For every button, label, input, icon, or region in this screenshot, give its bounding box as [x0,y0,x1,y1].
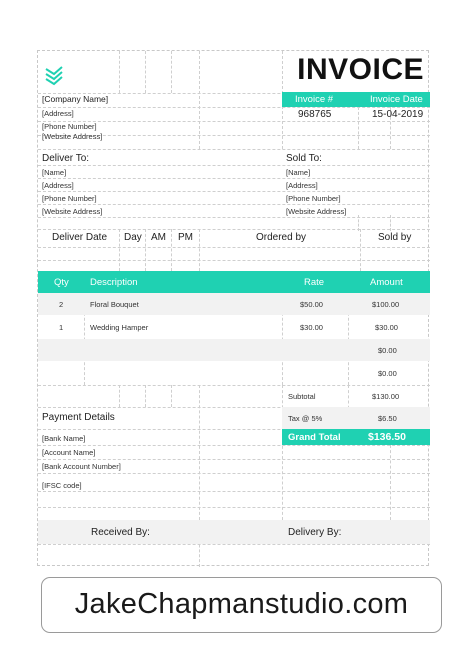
pm-label: PM [178,232,193,243]
grid-line [38,165,430,166]
grid-line [38,178,430,179]
invoice-date: 15-04-2019 [372,109,424,120]
row-amount: $30.00 [375,323,398,332]
grid-line [38,473,430,474]
grid-line [171,385,172,407]
watermark-banner [41,577,442,633]
company-phone: [Phone Number] [42,122,97,131]
grid-line [38,544,430,545]
sold-by-label: Sold by [378,232,412,243]
grid-line [38,149,430,150]
grand-total-value: $136.50 [368,431,406,443]
sold-to-name: [Name] [286,168,311,177]
invoice-sheet [37,50,429,566]
grid-line [119,229,120,271]
grid-line [38,507,430,508]
deliver-to-name: [Name] [42,168,67,177]
account-name: [Account Name] [42,448,96,457]
grid-line [38,229,430,230]
subtotal-value: $130.00 [372,392,400,401]
sold-to-heading: Sold To: [286,153,322,164]
sold-to-website: [Website Address] [286,207,347,216]
row-amount: $100.00 [372,300,400,309]
grid-line [358,107,359,149]
tax-value: $6.50 [378,414,397,423]
grid-line [38,445,430,446]
am-label: AM [151,232,166,243]
grid-line [119,51,120,93]
row-description: Wedding Hamper [90,323,149,332]
rate-header: Rate [304,277,325,288]
account-number: [Bank Account Number] [42,462,121,471]
grid-line [199,229,200,271]
stacked-chevrons-logo-icon [44,65,64,87]
row-qty: 2 [59,300,64,309]
grid-line [38,107,430,108]
row-rate: $50.00 [300,300,323,309]
tax-label: Tax @ 5% [288,414,323,423]
invoice-title: INVOICE [297,53,424,86]
grid-line [38,121,430,122]
grid-line [282,385,283,520]
payment-details-heading: Payment Details [42,412,115,423]
deliver-to-phone: [Phone Number] [42,194,97,203]
grid-line [38,191,430,192]
ordered-by-label: Ordered by [256,232,307,243]
grid-line [38,260,430,261]
sold-to-phone: [Phone Number] [286,194,341,203]
grid-line [38,247,430,248]
qty-header: Qty [54,277,69,288]
grid-line [145,229,146,271]
grid-line [360,229,361,271]
row-amount: $0.00 [378,369,397,378]
grid-line [38,491,430,492]
grid-line [145,51,146,93]
grid-line [119,385,120,407]
bank-name: [Bank Name] [42,434,86,443]
company-address: [Address] [42,109,74,118]
watermark-text: JakeChapmanstudio.com [74,588,409,620]
company-name: [Company Name] [42,94,109,104]
sold-to-address: [Address] [286,181,318,190]
received-by-label: Received By: [91,527,150,538]
row-amount: $0.00 [378,346,397,355]
grid-line [171,229,172,271]
table-row [38,339,430,361]
grid-line [390,445,391,520]
deliver-to-address: [Address] [42,181,74,190]
row-qty: 1 [59,323,64,332]
grid-line [38,459,430,460]
grid-line [38,204,430,205]
row-description: Floral Bouquet [90,300,139,309]
invoice-number-label: Invoice # [295,94,334,105]
delivery-by-label: Delivery By: [288,527,342,538]
amount-header: Amount [370,277,403,288]
day-label: Day [124,232,142,243]
row-rate: $30.00 [300,323,323,332]
grid-line [171,51,172,93]
grand-total-label: Grand Total [288,432,341,443]
company-website: [Website Address] [42,132,103,141]
grid-line [199,385,200,520]
grid-line [38,385,430,386]
subtotal-label: Subtotal [288,392,316,401]
grid-line [38,217,430,218]
deliver-to-heading: Deliver To: [42,153,90,164]
deliver-to-website: [Website Address] [42,207,103,216]
invoice-number: 968765 [298,109,332,120]
description-header: Description [90,277,138,288]
invoice-date-label: Invoice Date [370,94,423,105]
deliver-date-label: Deliver Date [52,232,108,243]
ifsc-code: [IFSC code] [42,481,82,490]
grid-line [145,385,146,407]
